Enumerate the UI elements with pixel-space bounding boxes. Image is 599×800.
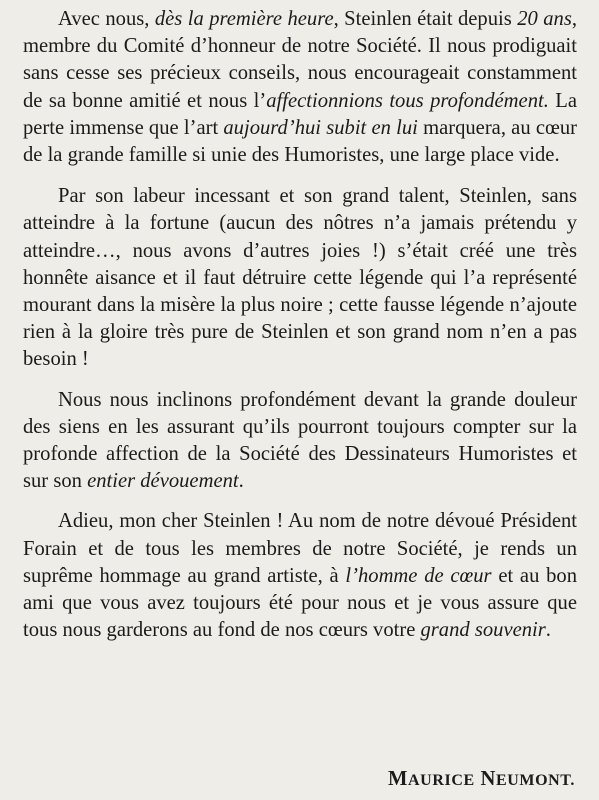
italic-text: entier dévouement — [87, 470, 239, 493]
signature-last-rest: EUMONT. — [495, 772, 575, 789]
signature-first-initial: M — [387, 768, 409, 790]
text-run: Adieu, mon cher Steinlen ! Au nom de notre dévoué Président Forain et de tous les membres de notre Société, je rends un suprême hommage au grand artiste, à — [23, 510, 577, 587]
paragraph-4 — [23, 508, 577, 644]
text-run: Par son labeur incessant et son grand talent, Steinlen, sans atteindre à la fortune (aucun des nôtres n’a jamais prétendu y atteindre…, nous avons d’autres joies !) s’était créé une très honnête aisance et il faut détruire cette légende qui l’a représenté mourant dans la misère la plus noire ; cette fausse légende n’ajoute rien à la gloire très pure de Steinlen et son grand nom n’en a pas besoin ! — [23, 185, 577, 371]
italic-text: 20 ans — [517, 8, 572, 30]
paragraph-1 — [23, 6, 577, 169]
text-run: marquera, au cœur de la grande famille si unie des Humoristes, une large place vide. — [23, 116, 577, 167]
signature-last-initial: N — [480, 768, 496, 790]
text-run: . — [545, 619, 551, 642]
article-body — [23, 6, 577, 644]
text-run: , membre du Comité d’honneur de notre Société. Il nous prodiguait sans cesse ses précieux conseils, nous encourageait constamment de sa bonne amitié et nous l’ — [23, 8, 577, 112]
text-run: Nous nous inclinons profondément devant la grande douleur des siens en les assurant qu’ils pourront toujours compter sur la profonde affection de la Société des Dessinateurs Humoristes et sur son — [23, 388, 577, 493]
text-run: La perte immense que l’art — [23, 89, 577, 139]
paragraph-2 — [23, 183, 577, 373]
text-run: , Steinlen était depuis — [333, 8, 518, 30]
italic-text: grand souvenir — [420, 619, 546, 642]
text-run: Avec nous, — [58, 8, 155, 30]
text-run: et au bon ami que vous avez toujours été pour nous et je vous assure que tous nous garderons au fond de nos cœurs votre — [23, 564, 578, 642]
text-run: . — [238, 470, 244, 493]
italic-text: dès la première heure — [154, 8, 334, 30]
paragraph-3 — [23, 387, 577, 496]
italic-text: l’homme de cœur — [345, 564, 492, 587]
signature — [388, 766, 575, 794]
italic-text: affectionnions tous profondément. — [266, 89, 549, 112]
signature-first-rest: AURICE — [408, 772, 475, 789]
italic-text: aujourd’hui subit en lui — [223, 116, 418, 139]
